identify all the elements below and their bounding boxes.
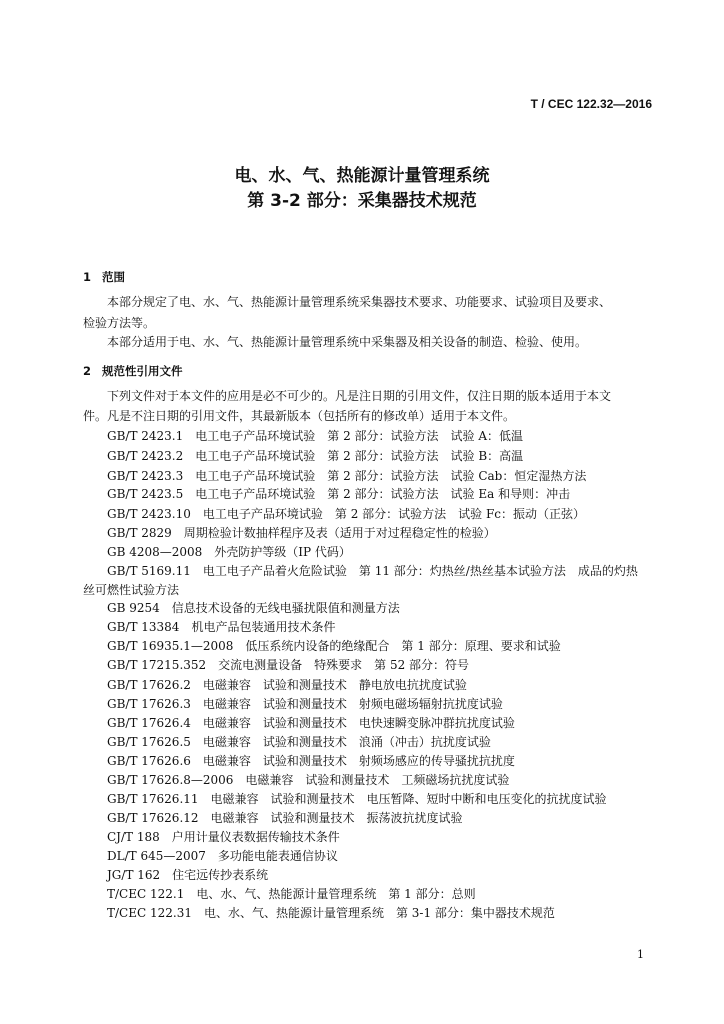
reference-entry: GB/T 2423.3 电工电子产品环境试验 第 2 部分：试验方法 试验 Cab：恒定湿热方法 bbox=[107, 469, 587, 483]
reference-entry: GB/T 17626.3 电磁兼容 试验和测量技术 射频电磁场辐射抗扰度试验 bbox=[107, 697, 503, 711]
page-number: 1 bbox=[637, 948, 644, 961]
reference-entry: GB/T 17626.11 电磁兼容 试验和测量技术 电压暂降、短时中断和电压变化的抗扰度试验 bbox=[107, 792, 607, 806]
reference-entry: GB/T 17626.4 电磁兼容 试验和测量技术 电快速瞬变脉冲群抗扰度试验 bbox=[107, 716, 515, 730]
reference-entry: GB/T 13384 机电产品包装通用技术条件 bbox=[107, 620, 336, 634]
reference-entry: GB/T 2423.2 电工电子产品环境试验 第 2 部分：试验方法 试验 B：高温 bbox=[107, 449, 524, 463]
reference-entry: GB/T 17626.2 电磁兼容 试验和测量技术 静电放电抗扰度试验 bbox=[107, 678, 467, 692]
reference-entry: GB/T 2423.1 电工电子产品环境试验 第 2 部分：试验方法 试验 A：低温 bbox=[107, 429, 524, 443]
section-title: 范围 bbox=[102, 270, 125, 284]
reference-entry: DL/T 645—2007 多功能电能表通信协议 bbox=[107, 849, 338, 863]
paragraph-line: 检验方法等。 bbox=[83, 316, 156, 330]
section-2-heading bbox=[83, 363, 183, 379]
reference-entry: GB/T 17215.352 交流电测量设备 特殊要求 第 52 部分：符号 bbox=[107, 658, 470, 672]
paragraph-line: 下列文件对于本文件的应用是必不可少的。凡是注日期的引用文件，仅注日期的版本适用于本文 bbox=[107, 389, 612, 403]
paragraph-line: 本部分适用于电、水、气、热能源计量管理系统中采集器及相关设备的制造、检验、使用。 bbox=[107, 335, 588, 349]
reference-entry: GB 9254 信息技术设备的无线电骚扰限值和测量方法 bbox=[107, 601, 400, 615]
document-title-line-1: 电、水、气、热能源计量管理系统 bbox=[234, 166, 490, 186]
reference-entry: GB/T 16935.1—2008 低压系统内设备的绝缘配合 第 1 部分：原理、要求和试验 bbox=[107, 639, 561, 653]
reference-entry: T/CEC 122.1 电、水、气、热能源计量管理系统 第 1 部分：总则 bbox=[107, 887, 476, 901]
reference-entry: GB/T 5169.11 电工电子产品着火危险试验 第 11 部分：灼热丝/热丝基本试验方法 成品的灼热 bbox=[107, 564, 638, 578]
reference-entry: GB/T 17626.12 电磁兼容 试验和测量技术 振荡波抗扰度试验 bbox=[107, 811, 463, 825]
paragraph-line: 本部分规定了电、水、气、热能源计量管理系统采集器技术要求、功能要求、试验项目及要求、 bbox=[107, 295, 612, 309]
section-number: 2 bbox=[83, 364, 92, 378]
section-title: 规范性引用文件 bbox=[102, 364, 183, 378]
reference-entry: GB/T 2829 周期检验计数抽样程序及表（适用于对过程稳定性的检验） bbox=[107, 526, 496, 540]
reference-entry: GB/T 17626.5 电磁兼容 试验和测量技术 浪涌（冲击）抗扰度试验 bbox=[107, 735, 491, 749]
reference-entry: JG/T 162 住宅远传抄表系统 bbox=[107, 868, 269, 882]
reference-entry: GB 4208—2008 外壳防护等级（IP 代码） bbox=[107, 545, 351, 559]
section-1-heading bbox=[83, 269, 125, 285]
reference-entry: GB/T 2423.5 电工电子产品环境试验 第 2 部分：试验方法 试验 Ea 和导则：冲击 bbox=[107, 487, 571, 501]
reference-entry-continuation: 丝可燃性试验方法 bbox=[83, 583, 180, 597]
standard-code: T / CEC 122.32—2016 bbox=[530, 97, 652, 111]
section-number: 1 bbox=[83, 270, 92, 284]
reference-entry: GB/T 17626.8—2006 电磁兼容 试验和测量技术 工频磁场抗扰度试验 bbox=[107, 773, 510, 787]
reference-entry: T/CEC 122.31 电、水、气、热能源计量管理系统 第 3-1 部分：集中器技术规范 bbox=[107, 906, 555, 920]
reference-entry: CJ/T 188 户用计量仪表数据传输技术条件 bbox=[107, 830, 340, 844]
document-title-line-2: 第 3-2 部分：采集器技术规范 bbox=[247, 191, 477, 211]
reference-entry: GB/T 17626.6 电磁兼容 试验和测量技术 射频场感应的传导骚扰抗扰度 bbox=[107, 754, 515, 768]
reference-entry: GB/T 2423.10 电工电子产品环境试验 第 2 部分：试验方法 试验 Fc：振动（正弦） bbox=[107, 507, 586, 521]
paragraph-line: 件。凡是不注日期的引用文件，其最新版本（包括所有的修改单）适用于本文件。 bbox=[83, 409, 516, 423]
